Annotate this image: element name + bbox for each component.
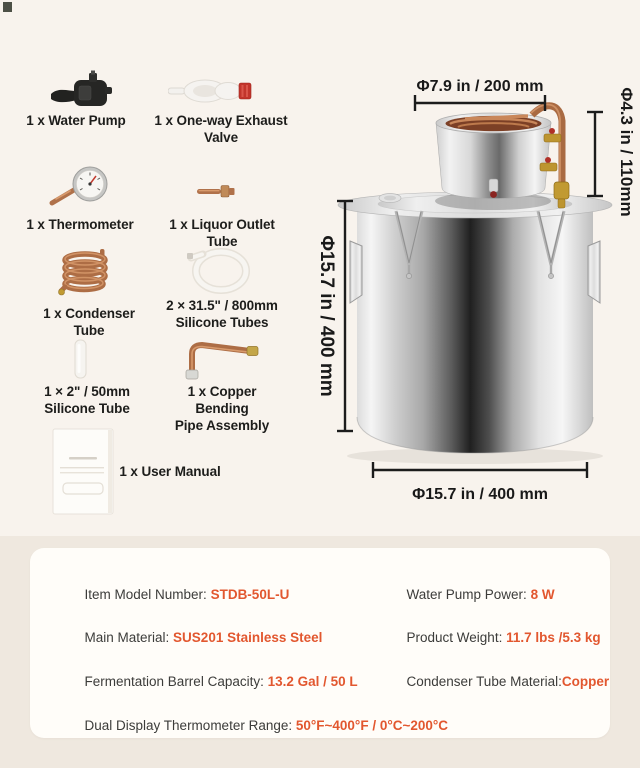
silicone-tubes-icon (186, 244, 250, 294)
spec-card (30, 548, 610, 738)
one-way-exhaust-valve-icon (168, 74, 260, 108)
spec-condenser-material: Condenser Tube Material:Copper (406, 674, 610, 689)
spec-main-material: Main Material: SUS201 Stainless Steel (84, 630, 323, 645)
distiller-product-image (300, 55, 640, 515)
copper-bending-pipe-label: 1 x Copper Bending Pipe Assembly (174, 384, 270, 433)
condenser-tube-icon (58, 248, 112, 296)
one-way-exhaust-valve-label: 1 x One-way Exhaust Valve (154, 113, 288, 145)
dimension-label-barrel-height: Φ15.7 in / 400 mm (316, 235, 337, 397)
thermometer-icon (48, 163, 112, 211)
water-pump-icon (50, 70, 118, 112)
thermometer-label: 1 x Thermometer (26, 217, 134, 232)
user-manual-label: 1 x User Manual (119, 464, 221, 479)
silicone-tubes-label: 2 × 31.5" / 800mm Silicone Tubes (166, 298, 278, 330)
liquor-outlet-tube-label: 1 x Liquor Outlet Tube (169, 217, 275, 249)
small-silicone-tube-label: 1 × 2" / 50mm Silicone Tube (44, 384, 130, 416)
spec-thermometer-range: Dual Display Thermometer Range: 50°F~400°F / 0°C~200°C (84, 718, 449, 733)
small-silicone-tube-icon (72, 338, 90, 380)
left-handle (350, 241, 362, 303)
condenser-pot (435, 113, 551, 210)
dimension-label-condenser-height: Φ4.3 in / 110mm (617, 87, 636, 217)
fermentation-barrel (350, 207, 600, 453)
dimension-label-lid-diameter: Φ7.9 in / 200 mm (416, 78, 544, 95)
liquor-outlet-tube-icon (197, 182, 235, 200)
spec-barrel-capacity: Fermentation Barrel Capacity: 13.2 Gal / 50 L (84, 674, 358, 689)
right-handle (588, 241, 600, 303)
dimension-label-barrel-diameter: Φ15.7 in / 400 mm (412, 486, 548, 503)
water-pump-label: 1 x Water Pump (26, 113, 126, 128)
spec-item-model-number: Item Model Number: STDB-50L-U (84, 587, 290, 602)
brand-logo-fragment (3, 2, 12, 12)
user-manual-icon (52, 428, 116, 516)
copper-bending-pipe-icon (176, 336, 262, 382)
spec-product-weight: Product Weight: 11.7 lbs /5.3 kg (406, 630, 601, 645)
condenser-tube-label: 1 x Condenser Tube (43, 306, 135, 338)
pot-spigot (489, 179, 498, 192)
spec-water-pump-power: Water Pump Power: 8 W (406, 587, 555, 602)
